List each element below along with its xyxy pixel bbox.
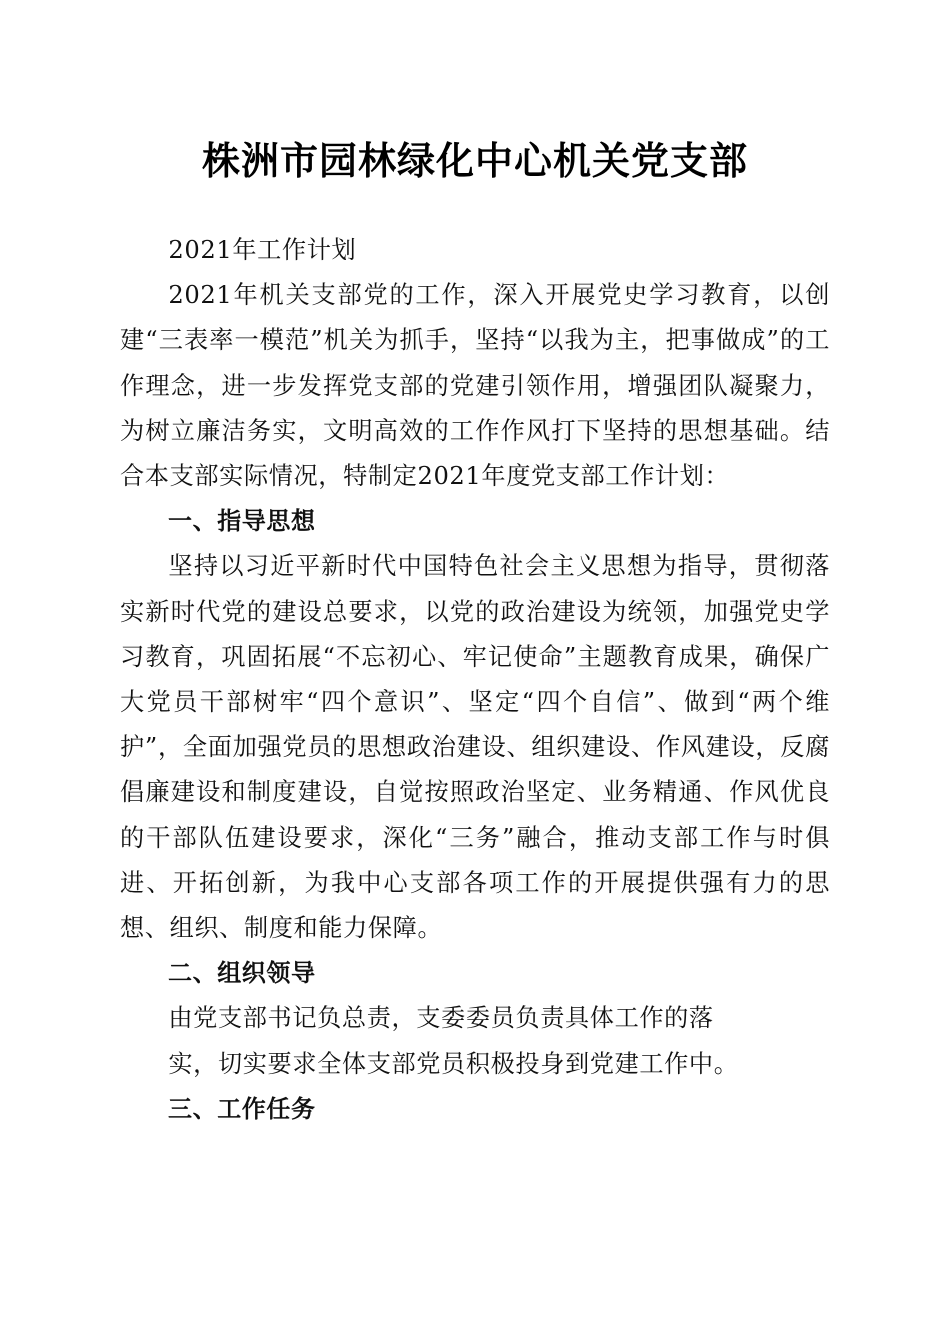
section-paragraph-guiding-thought: 坚持以习近平新时代中国特色社会主义思想为指导，贯彻落实新时代党的建设总要求，以党的政治建设为统领，加强党史学习教育，巩固拓展“不忘初心、牢记使命”主题教育成果，确保广大党员干部树牢“四个意识”、坚定“四个自信”、做到“两个维护”，全面加强党员的思想政治建设、组织建设、作风建设，反腐倡廉建设和制度建设，自觉按照政治坚定、业务精通、作风优良的干部队伍建设要求，深化“三务”融合，推动支部工作与时俱进、开拓创新，为我中心支部各项工作的开展提供强有力的思想、组织、制度和能力保障。	[120, 552, 830, 943]
section-heading-tasks: 三、工作任务	[168, 1094, 316, 1123]
section-paragraph-organization-line-1: 由党支部书记负总责，支委委员负责具体工作的落	[168, 1004, 714, 1033]
section-paragraph-organization-line-2: 实，切实要求全体支部党员积极投身到党建工作中。	[168, 1049, 739, 1078]
section-heading-organization: 二、组织领导	[168, 959, 316, 988]
intro-paragraph: 2021年机关支部党的工作，深入开展党史学习教育，以创建“三表率一模范”机关为抓手，坚持“以我为主，把事做成”的工作理念，进一步发挥党支部的党建引领作用，增强团队凝聚力，为树立廉洁务实，文明高效的工作作风打下坚持的思想基础。结合本支部实际情况，特制定2021年度党支部工作计划：	[120, 281, 830, 491]
section-heading-guiding-thought: 一、指导思想	[168, 507, 316, 536]
document-body	[120, 228, 830, 1132]
document-title: 株洲市园林绿化中心机关党支部	[201, 138, 748, 183]
document-subtitle: 2021年工作计划	[168, 236, 357, 264]
